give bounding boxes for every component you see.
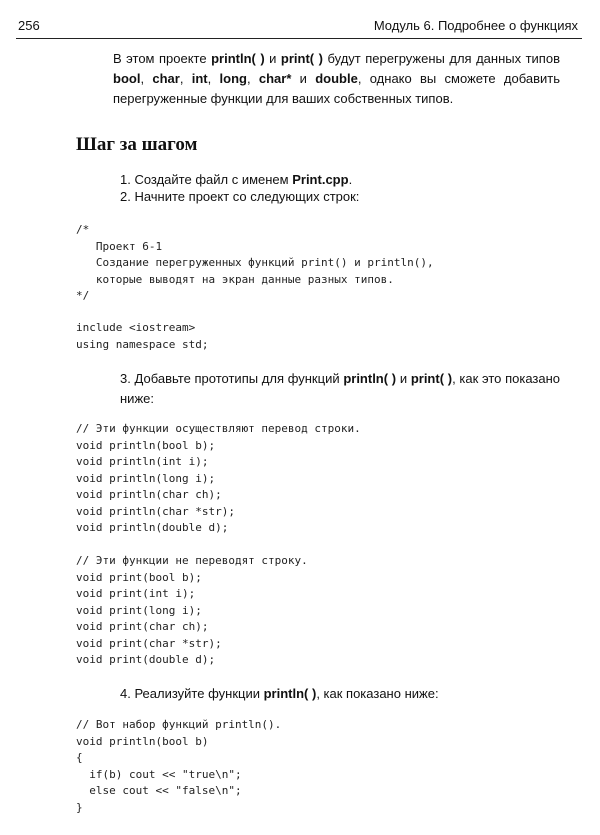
step-1: 1. Создайте файл с именем Print.cpp. xyxy=(120,172,353,187)
code-print-prototypes: // Эти функции не переводят строку. void print(bool b); void print(int i); void print(long i); void print(char ch); void print(char *str); void print(double d); xyxy=(76,554,308,666)
step-3: 3. Добавьте прототипы для функций println( ) и print( ), как это показано ниже: xyxy=(120,371,560,406)
intro-paragraph: В этом проекте println( ) и print( ) будут перегружены для данных типов bool, char, int, long, char* и double, однако вы сможете добавить перегруженные функции для ваших собственных типов. xyxy=(113,51,560,106)
section-title: Шаг за шагом xyxy=(76,134,198,155)
code-includes: include <iostream> using namespace std; xyxy=(76,321,209,351)
header-rule xyxy=(16,38,582,39)
running-head: Модуль 6. Подробнее о функциях xyxy=(373,18,578,33)
code-println-prototypes: // Эти функции осуществляют перевод строки. void println(bool b); void println(int i); void println(long i); void println(char ch); void println(char *str); void println(double d); xyxy=(76,422,361,534)
page-number: 256 xyxy=(18,18,40,33)
step-4: 4. Реализуйте функции println( ), как показано ниже: xyxy=(120,686,439,701)
step-2: 2. Начните проект со следующих строк: xyxy=(120,189,360,204)
code-comment-block: /* Проект 6-1 Создание перегруженных функций print() и println(), которые выводят на экран данные разных типов. */ xyxy=(76,223,434,302)
code-println-impl: // Вот набор функций println(). void println(bool b) { if(b) cout << "true\n"; else cout << "false\n"; } xyxy=(76,718,282,814)
